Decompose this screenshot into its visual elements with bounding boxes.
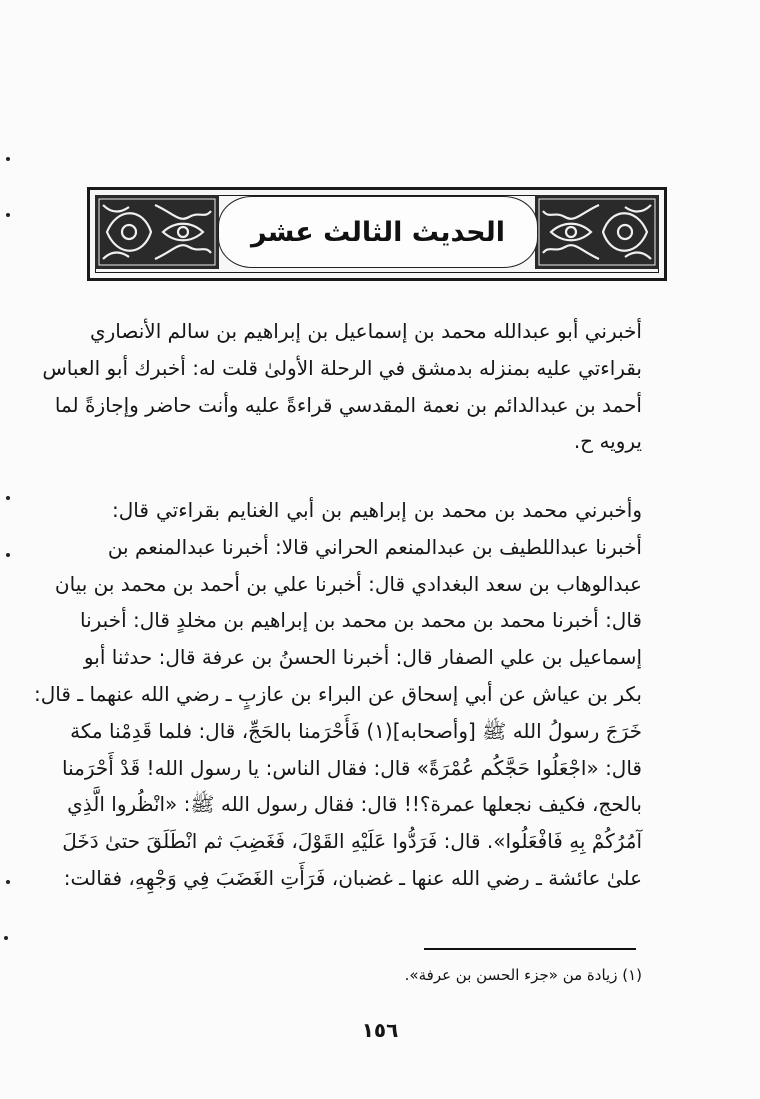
footnote: (١) زيادة من «جزء الحسن بن عرفة».	[404, 966, 642, 984]
paragraph-isnad-1	[42, 313, 642, 460]
text-line: خَرَجَ رسولُ الله ﷺ [وأصحابه](١) فَأَحْرَمنا بالحَجِّ، قال: فلما قَدِمْنا مكة	[70, 718, 642, 743]
text-line: آمُرُكُمْ بِهِ فَافْعَلُوا». قال: فَرَدُّوا عَلَيْهِ القَوْلَ، فَغَضِبَ ثم انْطَلَقَ حتىٰ دَخَلَ	[62, 829, 642, 854]
footnote-divider	[424, 948, 636, 950]
arabesque-ornament-right	[533, 193, 661, 271]
paragraph-hadith	[34, 492, 642, 897]
text-line: بكر بن عياش عن أبي إسحاق عن البراء بن عازبٍ ـ رضي الله عنهما ـ قال:	[34, 681, 642, 706]
margin-dot	[6, 880, 10, 884]
text-line: قال: «اجْعَلُوا حَجَّكُم عُمْرَةً» قال: فقال الناس: يا رسول الله! قَدْ أَحْرَمنا	[61, 755, 642, 780]
text-line: أخبرنا عبداللطيف بن عبدالمنعم الحراني قالا: أخبرنا عبدالمنعم بن	[107, 534, 642, 559]
chapter-title: الحديث الثالث عشر	[251, 216, 505, 248]
margin-dot	[6, 213, 10, 217]
text-line: قال: أخبرنا محمد بن محمد بن محمد بن إبراهيم بن مخلدٍ قال: أخبرنا	[79, 608, 642, 633]
margin-dot	[6, 496, 10, 500]
text-line: إسماعيل بن علي الصفار قال: أخبرنا الحسنُ بن عرفة قال: حدثنا أبو	[83, 645, 642, 670]
text-line: أحمد بن عبدالدائم بن نعمة المقدسي قراءةً عليه وأنت حاضر وإجازةً لما	[54, 392, 642, 417]
text-line: وأخبرني محمد بن محمد بن إبراهيم بن أبي الغنايم بقراءتي قال:	[112, 498, 642, 522]
title-frame	[87, 187, 667, 281]
title-cartouche	[218, 196, 538, 268]
text-line: بالحج، فكيف نجعلها عمرة؟!! قال: فقال رسول الله ﷺ: «انْظُروا الَّذِي	[67, 792, 642, 817]
margin-dot	[6, 553, 10, 557]
text-line: عبدالوهاب بن سعد البغدادي قال: أخبرنا علي بن أحمد بن محمد بن بيان	[54, 571, 642, 596]
arabesque-ornament-left	[93, 193, 221, 271]
margin-dot	[6, 157, 10, 161]
text-line: يرويه ح.	[573, 429, 642, 454]
text-line: أخبرني أبو عبدالله محمد بن إسماعيل بن إبراهيم بن سالم الأنصاري	[89, 319, 642, 343]
text-line: علىٰ عائشة ـ رضي الله عنها ـ غضبان، فَرَأَتِ الغَضَبَ فِي وَجْهِهِ، فقالت:	[63, 865, 642, 890]
text-line: بقراءتي عليه بمنزله بدمشق في الرحلة الأولىٰ قلت له: أخبرك أبو العباس	[42, 355, 642, 380]
margin-dot	[4, 936, 8, 940]
page-number: ١٥٦	[361, 1018, 399, 1042]
